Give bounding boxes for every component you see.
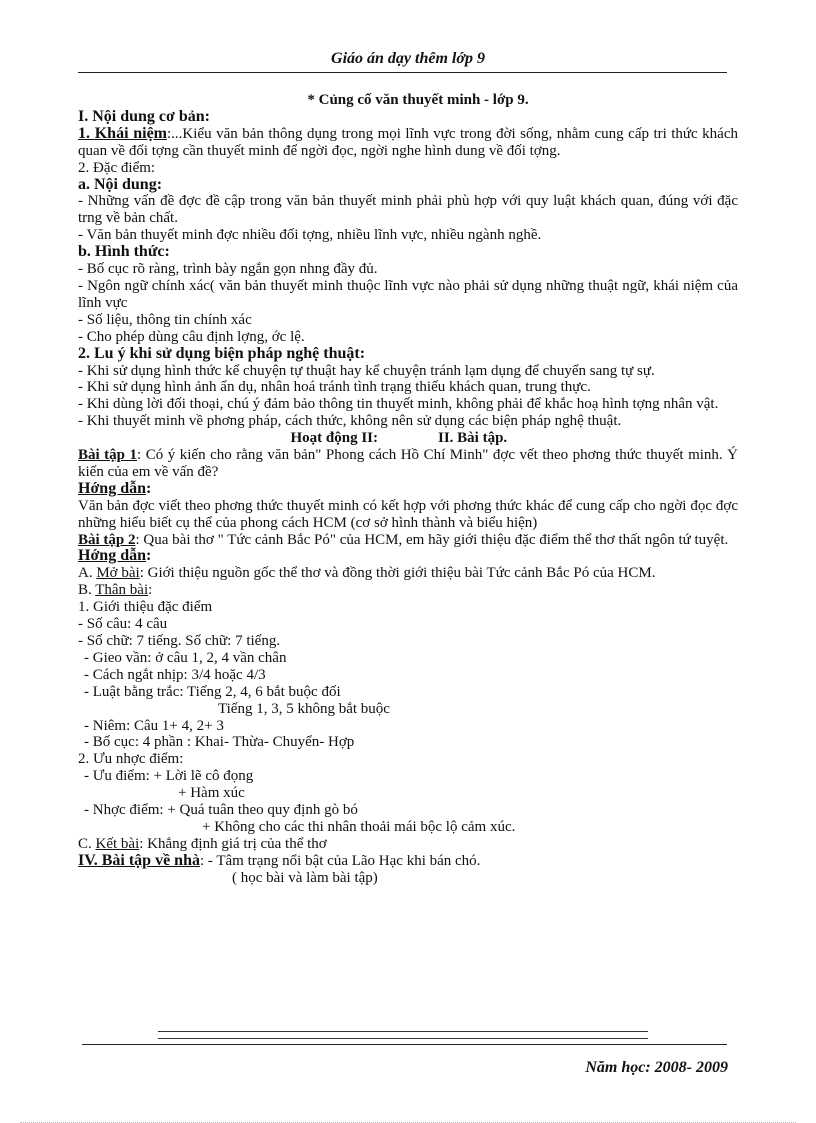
list-item: - Ưu điểm: + Lời lẽ cô đọng (84, 768, 254, 785)
paragraph: - Ngôn ngữ chính xác( văn bản thuyết minh thuộc lĩnh vực nào phải sử dụng những thuật ngữ, khái niệm của lĩnh vực (78, 277, 738, 311)
paragraph: Văn bản đợc viết theo phơng thức thuyết minh có kết hợp với phơng thức khác để cung cấp cho ngời đọc đợc những hiểu biết cụ thể của phong cách HCM (cơ sở hình thành và biểu hiện) (78, 497, 738, 531)
exercise-label: Bài tập 2 (78, 531, 136, 548)
paragraph: - Số liệu, thông tin chính xác (78, 311, 252, 328)
subheading: b. Hình thức: (78, 243, 170, 261)
list-item: + Không cho các thi nhân thoải mái bộc lộ cảm xúc. (202, 818, 516, 835)
paragraph: A. Mở bài: Giới thiệu nguồn gốc thể thơ và đồng thời giới thiệu bài Tức cảnh Bắc Pó của HCM. (78, 565, 656, 582)
list-item: - Luật bằng trắc: Tiếng 2, 4, 6 bắt buộc đối (84, 683, 341, 700)
paragraph: Bài tập 1: Có ý kiến cho rằng văn bản" Phong cách Hồ Chí Minh" đợc vết theo phơng thức thuyết minh. Ý kiến của em về vấn đề? (78, 447, 739, 480)
paragraph: - Bố cục rõ ràng, trình bày ngắn gọn nhng đầy đủ. (78, 261, 378, 278)
paragraph: - Văn bản thuyết minh đợc nhiều đối tợng, nhiều lĩnh vực, nhiều ngành nghề. (78, 227, 542, 244)
paragraph: 2. Đặc điểm: (78, 159, 156, 176)
subheading: a. Nội dung: (78, 175, 163, 193)
list-item: 2. Ưu nhợc điểm: (78, 751, 184, 768)
paragraph: - Khi thuyết minh về phơng pháp, cách thức, không nên sử dụng các biện pháp nghệ thuật. (78, 413, 622, 430)
paragraph: C. Kết bài: Khẳng định giá trị của thể thơ (78, 835, 327, 852)
list-item: - Số chữ: 7 tiếng. Số chữ: 7 tiếng. (78, 633, 281, 649)
footer-rule (82, 1044, 727, 1045)
paragraph: - Những vấn đề đợc đề cập trong văn bản thuyết minh phải phù hợp với quy luật khách quan, đúng với đặc trng về bản chất. (78, 193, 738, 227)
activity-heading: Hoạt động II: II. Bài tập. (290, 430, 508, 447)
document-body (78, 92, 738, 887)
list-item: - Gieo vần: ở câu 1, 2, 4 vần chân (84, 649, 287, 666)
term-label: 1. Khái niệm (78, 124, 168, 142)
paragraph: - Khi dùng lời đối thoại, chú ý đảm bảo thông tin thuyết minh, không phải để khắc hoạ hình tợng nhân vật. (78, 396, 719, 413)
paragraph: B. Thân bài: (78, 582, 153, 599)
list-item: - Cách ngắt nhịp: 3/4 hoặc 4/3 (84, 666, 266, 683)
paragraph: 1. Khái niệm:...Kiểu văn bản thông dụng trong mọi lĩnh vực trong đời sống, nhằm cung cấp tri thức khách quan về đối tợng cần thuyết minh để ngời đọc, ngời nghe hình dung về đối tợng. (78, 124, 738, 159)
homework-line: IV. Bài tập về nhà: - Tâm trạng nổi bật của Lão Hạc khi bán chó. (78, 851, 481, 869)
guide-heading: Hớng dẫn: (78, 479, 152, 497)
list-item: - Số câu: 4 câu (78, 616, 168, 633)
list-item: 1. Giới thiệu đặc điểm (78, 599, 213, 616)
page-footer: Năm học: 2008- 2009 (585, 1059, 728, 1076)
section-heading: I. Nội dung cơ bản: (78, 107, 211, 125)
separator-line (158, 1031, 648, 1039)
guide-heading: Hớng dẫn: (78, 547, 152, 565)
page-header: Giáo án dạy thêm lớp 9 (331, 50, 485, 67)
exercise-label: Bài tập 1 (78, 447, 138, 464)
paragraph: - Khi sử dụng hình thức kể chuyện tự thuật hay kể chuyện tránh lạm dụng để chuyển sang tự sự. (78, 362, 655, 379)
paragraph: - Khi sử dụng hình ảnh ẩn dụ, nhân hoá tránh tình trạng thiếu khách quan, trung thực. (78, 379, 591, 396)
document-title: * Củng cố văn thuyết minh - lớp 9. (307, 92, 529, 108)
list-item: + Hàm xúc (178, 785, 245, 802)
list-item: - Niêm: Câu 1+ 4, 2+ 3 (84, 717, 224, 734)
header-rule (78, 72, 727, 73)
subheading: 2. Lu ý khi sử dụng biện pháp nghệ thuật: (78, 344, 366, 362)
list-item: - Nhợc điểm: + Quá tuân theo quy định gò bó (84, 802, 358, 819)
paragraph: - Cho phép dùng câu định lợng, ớc lệ. (78, 328, 305, 345)
paragraph: Bài tập 2: Qua bài thơ " Tức cảnh Bắc Pó" của HCM, em hãy giới thiệu đặc điểm thể thơ thất ngôn tứ tuyệt. (78, 531, 729, 548)
list-item: Tiếng 1, 3, 5 không bắt buộc (218, 700, 390, 717)
homework-note: ( học bài và làm bài tập) (232, 869, 378, 886)
list-item: - Bố cục: 4 phần : Khai- Thừa- Chuyển- Hợp (84, 734, 355, 751)
